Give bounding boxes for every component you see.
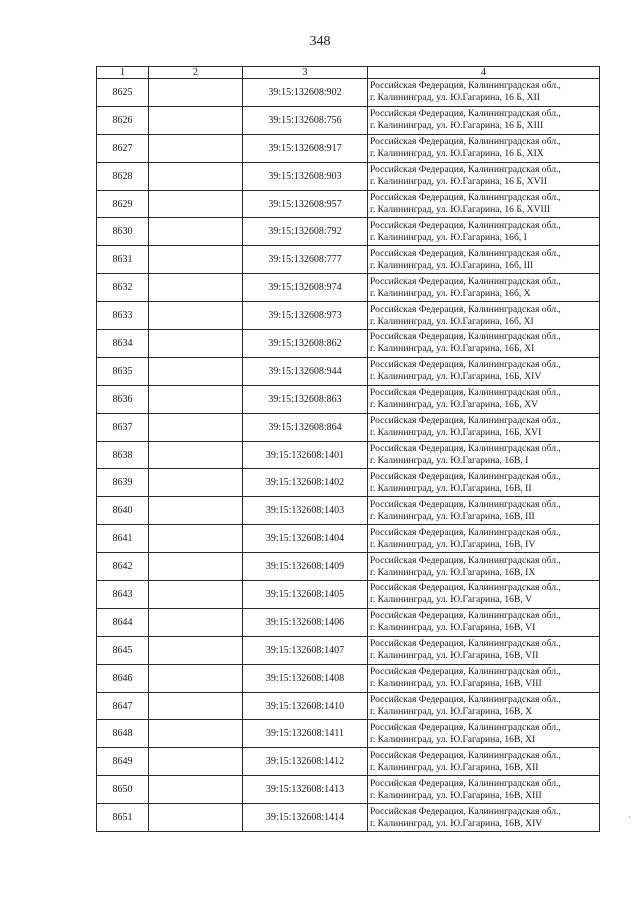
address-line-1: Российская Федерация, Калининградская обл., bbox=[370, 247, 561, 259]
table-row bbox=[97, 330, 600, 358]
cadastral-number: 39:15:132608:1406 bbox=[243, 608, 368, 636]
address-line-1: Российская Федерация, Калининградская обл., bbox=[370, 303, 561, 315]
table-row bbox=[97, 302, 600, 330]
address-line-1: Российская Федерация, Калининградская обл., bbox=[370, 136, 561, 148]
address-cell bbox=[368, 692, 600, 720]
address-line-2: г. Калининград, ул. Ю.Гагарина, 16В, IV bbox=[370, 538, 536, 550]
address-line-2: г. Калининград, ул. Ю.Гагарина, 16 Б, XVII bbox=[370, 176, 547, 188]
table-body bbox=[97, 79, 600, 832]
address-cell bbox=[368, 748, 600, 776]
column-2-cell bbox=[149, 106, 243, 134]
column-header-4: 4 bbox=[368, 67, 600, 79]
cadastral-number: 39:15:132608:863 bbox=[243, 385, 368, 413]
cadastral-number: 39:15:132608:1405 bbox=[243, 581, 368, 609]
record-number: 8639 bbox=[97, 469, 149, 497]
address-line-2: г. Калининград, ул. Ю.Гагарина, 16 Б, XIX bbox=[370, 148, 544, 160]
address-cell bbox=[368, 525, 600, 553]
cadastral-number: 39:15:132608:1404 bbox=[243, 525, 368, 553]
cadastral-number: 39:15:132608:1409 bbox=[243, 553, 368, 581]
page-number: 348 bbox=[309, 34, 331, 49]
cadastral-number: 39:15:132608:944 bbox=[243, 357, 368, 385]
cadastral-number: 39:15:132608:756 bbox=[243, 106, 368, 134]
column-2-cell bbox=[149, 581, 243, 609]
address-line-2: г. Калининград, ул. Ю.Гагарина, 16 Б, XVIII bbox=[370, 204, 551, 215]
record-number: 8640 bbox=[97, 497, 149, 525]
record-number: 8635 bbox=[97, 357, 149, 385]
record-number: 8638 bbox=[97, 441, 149, 469]
address-cell bbox=[368, 804, 600, 832]
record-number: 8634 bbox=[97, 330, 149, 358]
record-number: 8629 bbox=[97, 190, 149, 218]
record-number: 8630 bbox=[97, 218, 149, 246]
address-line-2: г. Калининград, ул. Ю.Гагарина, 16Б, XI bbox=[370, 343, 535, 355]
address-line-2: г. Калининград, ул. Ю.Гагарина, 16В, VII bbox=[370, 650, 539, 662]
cadastral-number: 39:15:132608:973 bbox=[243, 302, 368, 330]
cadastral-number: 39:15:132608:1408 bbox=[243, 664, 368, 692]
address-line-1: Российская Федерация, Калининградская обл., bbox=[370, 694, 561, 706]
cadastral-number: 39:15:132608:1407 bbox=[243, 636, 368, 664]
column-2-cell bbox=[149, 497, 243, 525]
table-header-row bbox=[97, 67, 600, 79]
cadastral-number: 39:15:132608:1411 bbox=[243, 720, 368, 748]
address-line-1: Российская Федерация, Калининградская обл., bbox=[370, 359, 561, 371]
address-cell bbox=[368, 608, 600, 636]
record-number: 8641 bbox=[97, 525, 149, 553]
address-cell bbox=[368, 413, 600, 441]
address-line-2: г. Калининград, ул. Ю.Гагарина, 16В, XI bbox=[370, 733, 536, 745]
record-number: 8651 bbox=[97, 804, 149, 832]
address-cell bbox=[368, 190, 600, 218]
address-line-2: г. Калининград, ул. Ю.Гагарина, 16б, XI bbox=[370, 315, 534, 327]
cadastral-number: 39:15:132608:902 bbox=[243, 79, 368, 107]
cadastral-number: 39:15:132608:1412 bbox=[243, 748, 368, 776]
column-2-cell bbox=[149, 302, 243, 330]
cadastral-number: 39:15:132608:1414 bbox=[243, 804, 368, 832]
table-row bbox=[97, 357, 600, 385]
address-cell bbox=[368, 330, 600, 358]
address-line-1: Российская Федерация, Калининградская обл., bbox=[370, 470, 561, 482]
column-2-cell bbox=[149, 79, 243, 107]
address-line-2: г. Калининград, ул. Ю.Гагарина, 16В, III bbox=[370, 510, 535, 522]
record-number: 8632 bbox=[97, 274, 149, 302]
cadastral-number: 39:15:132608:957 bbox=[243, 190, 368, 218]
cadastral-number: 39:15:132608:1402 bbox=[243, 469, 368, 497]
column-2-cell bbox=[149, 218, 243, 246]
address-cell bbox=[368, 469, 600, 497]
property-registry-table bbox=[96, 66, 600, 832]
column-2-cell bbox=[149, 525, 243, 553]
column-2-cell bbox=[149, 385, 243, 413]
address-line-1: Российская Федерация, Калининградская обл., bbox=[370, 582, 561, 594]
column-2-cell bbox=[149, 469, 243, 497]
column-2-cell bbox=[149, 441, 243, 469]
address-line-1: Российская Федерация, Калининградская обл., bbox=[370, 192, 561, 203]
column-header-2: 2 bbox=[149, 67, 243, 79]
table-row bbox=[97, 581, 600, 609]
address-line-1: Российская Федерация, Калининградская обл., bbox=[370, 415, 561, 427]
address-cell bbox=[368, 79, 600, 107]
cadastral-number: 39:15:132608:903 bbox=[243, 162, 368, 190]
record-number: 8628 bbox=[97, 162, 149, 190]
table-row bbox=[97, 218, 600, 246]
address-line-1: Российская Федерация, Калининградская обл., bbox=[370, 638, 561, 650]
record-number: 8649 bbox=[97, 748, 149, 776]
column-2-cell bbox=[149, 162, 243, 190]
address-cell bbox=[368, 162, 600, 190]
table-row bbox=[97, 692, 600, 720]
table-row bbox=[97, 79, 600, 107]
cadastral-number: 39:15:132608:1410 bbox=[243, 692, 368, 720]
table-row bbox=[97, 441, 600, 469]
table-row bbox=[97, 162, 600, 190]
table-row bbox=[97, 106, 600, 134]
address-cell bbox=[368, 385, 600, 413]
record-number: 8643 bbox=[97, 581, 149, 609]
address-cell bbox=[368, 218, 600, 246]
record-number: 8648 bbox=[97, 720, 149, 748]
address-cell bbox=[368, 106, 600, 134]
column-2-cell bbox=[149, 246, 243, 274]
address-line-1: Российская Федерация, Калининградская обл., bbox=[370, 610, 561, 622]
address-cell bbox=[368, 776, 600, 804]
address-line-1: Российская Федерация, Калининградская обл., bbox=[370, 805, 561, 817]
address-line-2: г. Калининград, ул. Ю.Гагарина, 16б, X bbox=[370, 287, 531, 299]
margin-mark: · bbox=[628, 812, 631, 822]
address-line-2: г. Калининград, ул. Ю.Гагарина, 16 Б, XIII bbox=[370, 120, 544, 132]
table-row bbox=[97, 190, 600, 218]
cadastral-number: 39:15:132608:792 bbox=[243, 218, 368, 246]
address-line-2: г. Калининград, ул. Ю.Гагарина, 16В, VIII bbox=[370, 678, 542, 690]
record-number: 8645 bbox=[97, 636, 149, 664]
record-number: 8633 bbox=[97, 302, 149, 330]
column-2-cell bbox=[149, 608, 243, 636]
address-line-1: Российская Федерация, Калининградская обл., bbox=[370, 387, 561, 399]
address-line-2: г. Калининград, ул. Ю.Гагарина, 16 Б, XII bbox=[370, 92, 540, 104]
address-line-1: Российская Федерация, Калининградская обл., bbox=[370, 666, 561, 678]
table-row bbox=[97, 469, 600, 497]
table-row bbox=[97, 497, 600, 525]
address-line-1: Российская Федерация, Калининградская обл., bbox=[370, 219, 561, 231]
address-cell bbox=[368, 720, 600, 748]
cadastral-number: 39:15:132608:974 bbox=[243, 274, 368, 302]
address-line-2: г. Калининград, ул. Ю.Гагарина, 16Б, XVI bbox=[370, 427, 542, 439]
table-row bbox=[97, 525, 600, 553]
column-2-cell bbox=[149, 357, 243, 385]
record-number: 8636 bbox=[97, 385, 149, 413]
table-row bbox=[97, 553, 600, 581]
address-line-2: г. Калининград, ул. Ю.Гагарина, 16В, IX bbox=[370, 566, 536, 578]
record-number: 8625 bbox=[97, 79, 149, 107]
address-line-2: г. Калининград, ул. Ю.Гагарина, 16В, XIII bbox=[370, 789, 542, 801]
column-2-cell bbox=[149, 330, 243, 358]
record-number: 8644 bbox=[97, 608, 149, 636]
column-2-cell bbox=[149, 692, 243, 720]
address-cell bbox=[368, 357, 600, 385]
address-line-2: г. Калининград, ул. Ю.Гагарина, 16В, V bbox=[370, 594, 533, 606]
table-row bbox=[97, 413, 600, 441]
address-cell bbox=[368, 246, 600, 274]
address-line-2: г. Калининград, ул. Ю.Гагарина, 16б, I bbox=[370, 231, 527, 243]
address-cell bbox=[368, 553, 600, 581]
address-cell bbox=[368, 664, 600, 692]
column-2-cell bbox=[149, 274, 243, 302]
table-row bbox=[97, 274, 600, 302]
address-cell bbox=[368, 274, 600, 302]
address-line-1: Российская Федерация, Калининградская обл., bbox=[370, 80, 561, 92]
address-cell bbox=[368, 581, 600, 609]
table-row bbox=[97, 134, 600, 162]
address-line-2: г. Калининград, ул. Ю.Гагарина, 16В, X bbox=[370, 706, 533, 718]
address-line-1: Российская Федерация, Калининградская обл., bbox=[370, 498, 561, 510]
table-row bbox=[97, 720, 600, 748]
cadastral-number: 39:15:132608:1413 bbox=[243, 776, 368, 804]
address-line-1: Российская Федерация, Калининградская обл., bbox=[370, 331, 561, 343]
column-2-cell bbox=[149, 748, 243, 776]
address-line-2: г. Калининград, ул. Ю.Гагарина, 16В, VI bbox=[370, 622, 536, 634]
column-2-cell bbox=[149, 636, 243, 664]
address-line-1: Российская Федерация, Калининградская обл., bbox=[370, 721, 561, 733]
column-2-cell bbox=[149, 804, 243, 832]
table-row bbox=[97, 804, 600, 832]
address-line-2: г. Калининград, ул. Ю.Гагарина, 16В, II bbox=[370, 482, 532, 494]
cadastral-number: 39:15:132608:1401 bbox=[243, 441, 368, 469]
table-row bbox=[97, 246, 600, 274]
column-2-cell bbox=[149, 134, 243, 162]
record-number: 8627 bbox=[97, 134, 149, 162]
column-header-3: 3 bbox=[243, 67, 368, 79]
address-line-2: г. Калининград, ул. Ю.Гагарина, 16В, XII bbox=[370, 761, 539, 773]
column-2-cell bbox=[149, 190, 243, 218]
record-number: 8637 bbox=[97, 413, 149, 441]
address-line-1: Российская Федерация, Калининградская обл., bbox=[370, 108, 561, 120]
cadastral-number: 39:15:132608:864 bbox=[243, 413, 368, 441]
address-line-2: г. Калининград, ул. Ю.Гагарина, 16В, I bbox=[370, 455, 529, 467]
address-line-2: г. Калининград, ул. Ю.Гагарина, 16б, III bbox=[370, 259, 534, 271]
table-row bbox=[97, 748, 600, 776]
column-2-cell bbox=[149, 553, 243, 581]
address-line-1: Российская Федерация, Калининградская обл., bbox=[370, 164, 561, 176]
column-2-cell bbox=[149, 664, 243, 692]
record-number: 8626 bbox=[97, 106, 149, 134]
address-cell bbox=[368, 441, 600, 469]
cadastral-number: 39:15:132608:1403 bbox=[243, 497, 368, 525]
address-line-2: г. Калининград, ул. Ю.Гагарина, 16В, XIV bbox=[370, 817, 543, 829]
address-cell bbox=[368, 497, 600, 525]
address-line-1: Российская Федерация, Калининградская обл., bbox=[370, 526, 561, 538]
cadastral-number: 39:15:132608:862 bbox=[243, 330, 368, 358]
table-row bbox=[97, 608, 600, 636]
record-number: 8646 bbox=[97, 664, 149, 692]
column-2-cell bbox=[149, 413, 243, 441]
cadastral-number: 39:15:132608:777 bbox=[243, 246, 368, 274]
record-number: 8631 bbox=[97, 246, 149, 274]
table-row bbox=[97, 636, 600, 664]
address-line-1: Российская Федерация, Калининградская обл., bbox=[370, 554, 561, 566]
record-number: 8650 bbox=[97, 776, 149, 804]
address-line-1: Российская Федерация, Калининградская обл., bbox=[370, 749, 561, 761]
table-row bbox=[97, 664, 600, 692]
cadastral-number: 39:15:132608:917 bbox=[243, 134, 368, 162]
column-2-cell bbox=[149, 720, 243, 748]
address-line-2: г. Калининград, ул. Ю.Гагарина, 16Б, XIV bbox=[370, 371, 542, 383]
column-2-cell bbox=[149, 776, 243, 804]
table-row bbox=[97, 385, 600, 413]
address-cell bbox=[368, 302, 600, 330]
record-number: 8647 bbox=[97, 692, 149, 720]
address-line-2: г. Калининград, ул. Ю.Гагарина, 16Б, XV bbox=[370, 399, 539, 411]
address-line-1: Российская Федерация, Калининградская обл., bbox=[370, 443, 561, 455]
address-cell bbox=[368, 636, 600, 664]
address-line-1: Российская Федерация, Калининградская обл., bbox=[370, 275, 561, 287]
record-number: 8642 bbox=[97, 553, 149, 581]
table-row bbox=[97, 776, 600, 804]
column-header-1: 1 bbox=[97, 67, 149, 79]
address-cell bbox=[368, 134, 600, 162]
address-line-1: Российская Федерация, Калининградская обл., bbox=[370, 777, 561, 789]
